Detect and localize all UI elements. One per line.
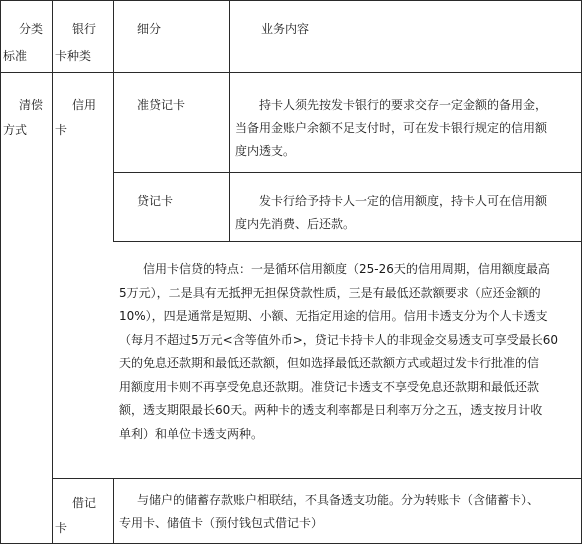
category-label-line2: 方式 <box>3 123 28 137</box>
note-line: 用额度用卡则不再享受免息还款期。准贷记卡透支不享受免息还款期和最低还款 <box>119 379 540 394</box>
description-line: 度内先消费、后还款。 <box>235 217 356 231</box>
col-divider-2-header <box>113 0 114 73</box>
row-divider-2 <box>113 241 582 242</box>
credit-card-label-line1: 信用 <box>72 98 97 112</box>
col-divider-2-rows <box>113 72 114 242</box>
note-line: 10%），四是通常是短期、小额、无指定用途的信用。信用卡透支分为个人卡透支 <box>119 309 548 323</box>
table-border-top <box>0 0 582 1</box>
note-line: 信用卡信贷的特点：一是循环信用额度（25-26天的信用周期，信用额度最高 <box>143 262 550 276</box>
description-line: 持卡人须先按发卡银行的要求交存一定金额的备用金， <box>259 98 548 112</box>
description-line: 发卡行给予持卡人一定的信用额度，持卡人可在信用额 <box>259 194 548 208</box>
col-divider-3-rows <box>229 72 230 242</box>
note-line: （每月不超过5万元<含等值外币>，贷记卡持卡人的非现金交易透支可享受最长60 <box>119 332 559 347</box>
header-cardtype-line1: 银行 <box>72 22 97 36</box>
credit-card-label-line2: 卡 <box>55 123 68 137</box>
credit-debit-divider <box>52 478 582 479</box>
col-divider-2-debit <box>113 478 114 544</box>
note-line: 5万元），二是具有无抵押无担保贷款性质，三是有最低还款额要求（应还金额的 <box>119 285 541 300</box>
table-border-left <box>0 0 1 544</box>
col-divider-1 <box>52 0 53 544</box>
subtype-credit-card: 贷记卡 <box>137 194 174 208</box>
note-line: 单利）和单位卡透支两种。 <box>119 426 264 441</box>
header-divider <box>0 72 582 73</box>
row-divider-1 <box>113 172 582 173</box>
debit-card-label-line2: 卡 <box>55 521 68 535</box>
subtype-quasi-credit-card: 准贷记卡 <box>137 98 186 112</box>
debit-card-label-line1: 借记 <box>72 496 97 510</box>
header-category-line2: 标准 <box>3 49 28 63</box>
debit-card-description <box>119 489 577 535</box>
credit-card-description <box>235 190 577 236</box>
note-line: 额，透支期限最长60天。两种卡的透支利率都是日利率万分之五，透支按月计收 <box>119 403 543 417</box>
debit-line: 与储户的储蓄存款账户相联结，不具备透支功能。分为转账卡（含储蓄卡）、 <box>137 493 540 507</box>
header-category-line1: 分类 <box>19 22 44 36</box>
header-subtype: 细分 <box>137 22 162 36</box>
credit-features-note <box>119 258 577 446</box>
description-line: 度内透支。 <box>235 144 296 158</box>
description-line: 当备用金账户余额不足支付时，可在发卡银行规定的信用额 <box>235 121 548 135</box>
col-divider-3-header <box>229 0 230 73</box>
quasi-credit-card-description <box>235 94 577 163</box>
header-cardtype-line2: 卡种类 <box>55 49 92 63</box>
header-business-content: 业务内容 <box>261 22 310 36</box>
note-line: 天的免息还款期和最低还款额，但如选择最低还款额方式或超过发卡行批准的信 <box>119 356 540 370</box>
debit-line: 专用卡、储值卡（预付钱包式借记卡） <box>119 516 324 530</box>
category-label-line1: 清偿 <box>19 98 44 112</box>
